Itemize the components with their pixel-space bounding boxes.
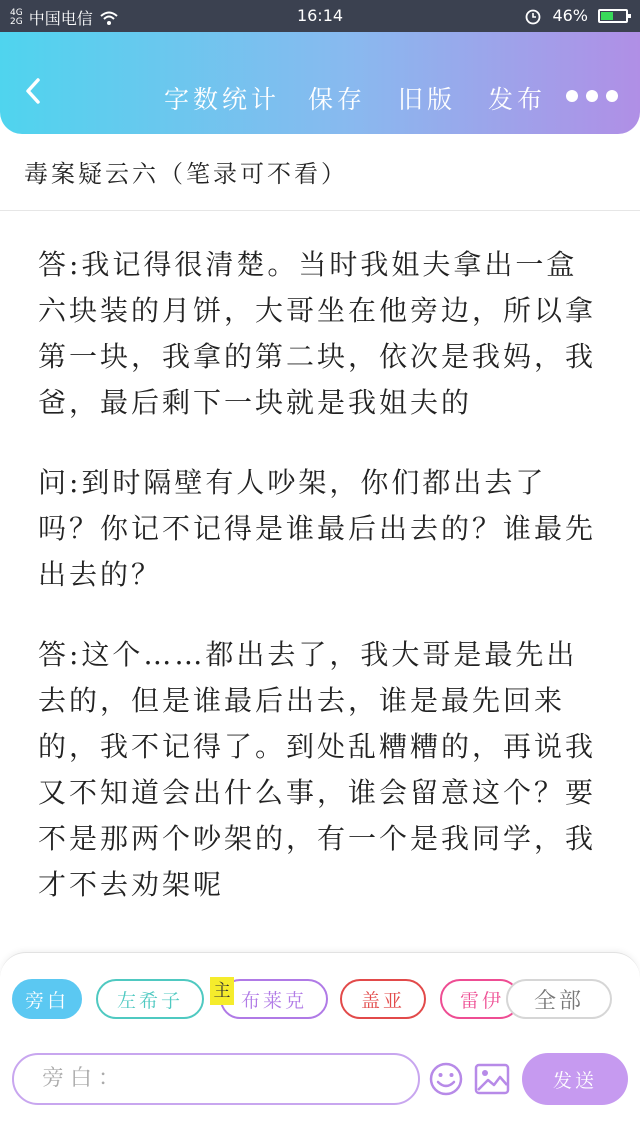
dialogue-panel	[0, 952, 640, 1139]
paragraph: 答:我记得很清楚。当时我姐夫拿出一盒六块装的月饼，大哥坐在他旁边，所以拿第一块，我拿的第二块，依次是我妈，我爸，最后剩下一块就是我姐夫的	[38, 248, 597, 419]
message-input[interactable]: 旁白：	[12, 1053, 420, 1105]
character-chip-narrator[interactable]: 旁白	[12, 979, 82, 1019]
character-chip-leiyi[interactable]: 雷伊	[440, 979, 520, 1019]
word-count-button[interactable]: 字数统计	[164, 85, 281, 114]
character-chip-blake[interactable]: 布莱克	[220, 979, 328, 1019]
divider	[0, 210, 640, 211]
main-character-badge: 主	[210, 977, 234, 1005]
send-button[interactable]: 发送	[522, 1053, 628, 1105]
signal-4g-label: 4G	[10, 7, 23, 18]
paragraph: 答:这个……都出去了，我大哥是最先出去的，但是谁最后出去，谁是最先回来的，我不记得了。到处乱糟糟的，再说我又不知道会出什么事，谁会留意这个？要不是那两个吵架的，有一个是我同学，我才不去劝架呢	[38, 638, 597, 901]
carrier-label: 中国电信	[28, 9, 93, 28]
more-options-icon[interactable]	[566, 90, 618, 102]
chapter-title[interactable]: 毒案疑云六（笔录可不看）	[24, 160, 348, 188]
status-right	[524, 6, 628, 25]
emoji-icon[interactable]	[428, 1061, 464, 1097]
character-chip-zuo-xizi[interactable]: 左希子	[96, 979, 204, 1019]
all-characters-button[interactable]: 全部	[506, 979, 612, 1019]
back-arrow-icon[interactable]	[20, 76, 46, 106]
top-app-bar	[0, 32, 640, 134]
story-content[interactable]	[38, 242, 598, 954]
character-chip-gaia[interactable]: 盖亚	[340, 979, 426, 1019]
status-bar	[0, 0, 640, 32]
paragraph: 问:到时隔壁有人吵架，你们都出去了吗？你记不记得是谁最后出去的？谁最先出去的？	[38, 466, 597, 591]
signal-2g-label: 2G	[10, 16, 23, 27]
battery-percent: 46%	[552, 6, 588, 25]
old-version-button[interactable]: 旧版	[398, 85, 457, 114]
battery-icon	[598, 9, 628, 23]
save-button[interactable]: 保存	[308, 85, 367, 114]
clock: 16:14	[296, 6, 344, 25]
publish-button[interactable]: 发布	[488, 85, 547, 114]
alarm-icon	[524, 7, 542, 25]
image-icon[interactable]	[474, 1063, 510, 1095]
